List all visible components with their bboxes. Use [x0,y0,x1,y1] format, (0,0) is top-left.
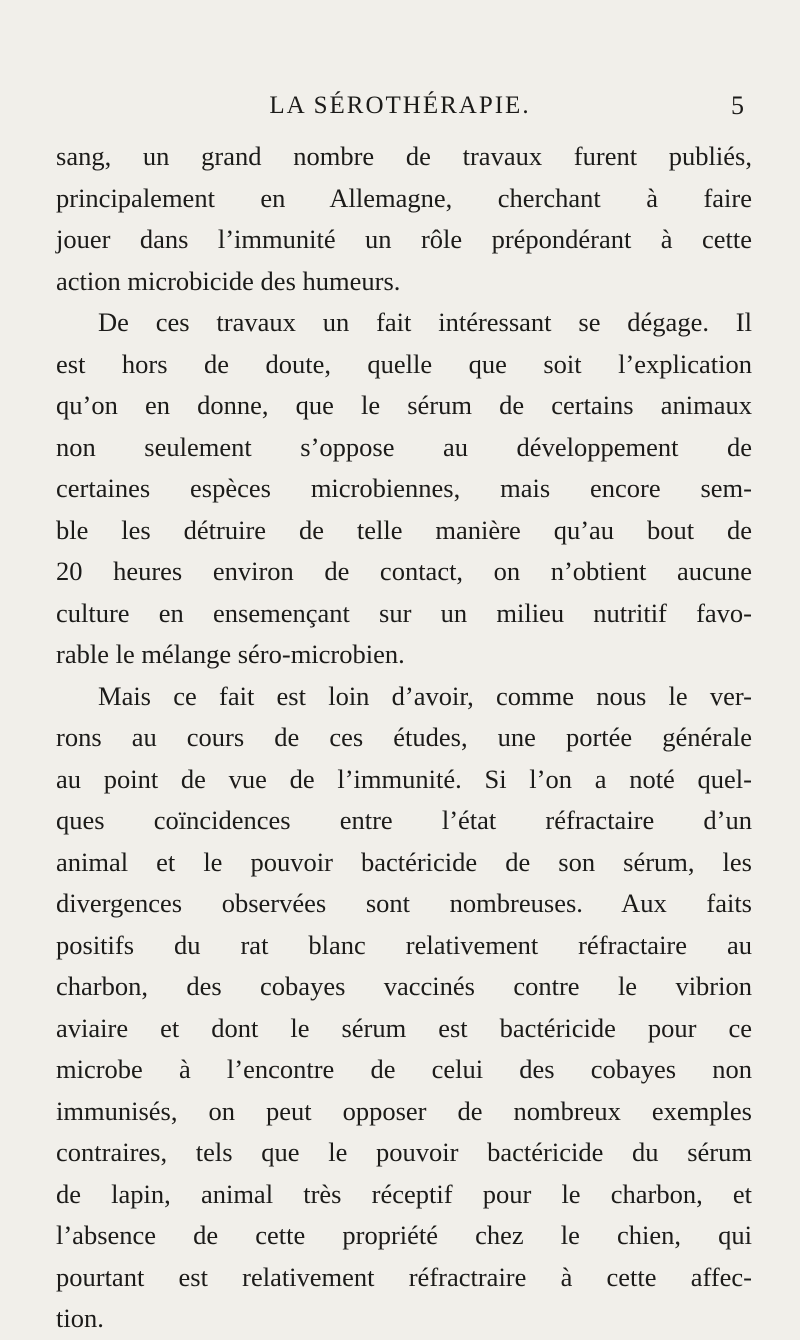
text-line: contraires, tels que le pouvoir bactéricide du sérum [56,1137,752,1167]
text-line: microbe à l’encontre de celui des cobayes non [56,1054,752,1084]
text-line: ble les détruire de telle manière qu’au bout de [56,514,752,545]
text-line: de lapin, animal très réceptif pour le charbon, et [56,1178,752,1209]
text-line: positifs du rat blanc relativement réfractaire au [56,929,752,960]
text-line: rable le mélange séro-microbien. [56,639,405,669]
text-line: divergences observées sont nombreuses. Aux faits [56,888,752,918]
text-line: tion. [56,1303,104,1333]
text-line: au point de vue de l’immunité. Si l’on a noté quel- [56,763,752,794]
text-line: principalement en Allemagne, cherchant à faire [56,182,752,213]
text-line: non seulement s’oppose au développement de [56,431,752,462]
text-line: immunisés, on peut opposer de nombreux exemples [56,1095,752,1126]
text-line: pourtant est relativement réfractraire à cette affec- [56,1261,752,1292]
text-line: ques coïncidences entre l’état réfractaire d’un [56,805,752,835]
running-head [0,86,800,126]
text-line: certaines espèces microbiennes, mais encore sem- [56,473,752,503]
text-line: qu’on en donne, que le sérum de certains animaux [56,390,752,420]
text-line: animal et le pouvoir bactéricide de son sérum, les [56,846,752,877]
text-line: action microbicide des humeurs. [56,265,401,296]
running-title: LA SÉROTHÉRAPIE. [269,92,531,119]
text-line: aviaire et dont le sérum est bactéricide pour ce [56,1012,752,1043]
text-line: rons au cours de ces études, une portée générale [56,722,752,752]
paragraph-first-line: Mais ce fait est loin d’avoir, comme nous le ver- [98,680,752,711]
text-line: l’absence de cette propriété chez le chien, qui [56,1220,752,1250]
body-text [56,136,752,1340]
text-line: est hors de doute, quelle que soit l’explication [56,348,752,379]
paragraph-first-line: De ces travaux un fait intéressant se dégage. Il [98,307,752,337]
page-number: 5 [731,91,744,120]
text-line: jouer dans l’immunité un rôle prépondérant à cette [56,224,752,254]
text-line: culture en ensemençant sur un milieu nutritif favo- [56,597,752,628]
text-line: sang, un grand nombre de travaux furent publiés, [56,141,752,171]
text-line: 20 heures environ de contact, on n’obtient aucune [56,556,752,586]
text-line: charbon, des cobayes vaccinés contre le vibrion [56,971,752,1001]
